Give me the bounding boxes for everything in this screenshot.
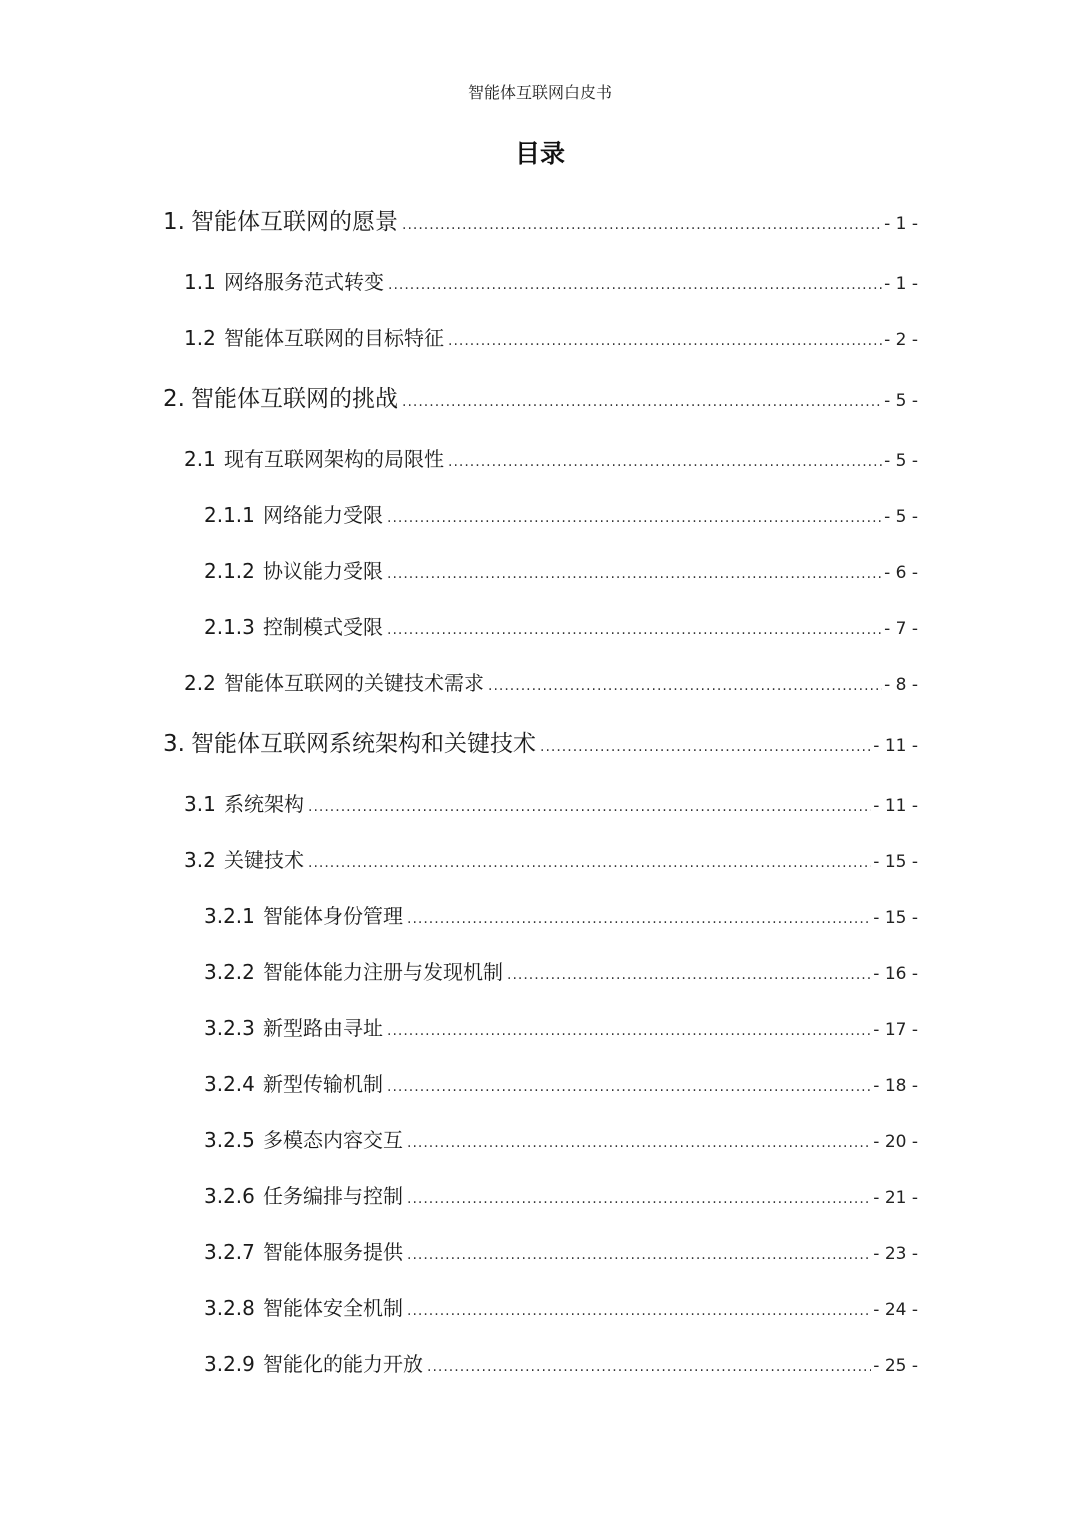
toc-entry-title: 关键技术	[224, 848, 304, 872]
toc-entry-page: - 5 -	[884, 391, 918, 411]
dot-leader	[308, 799, 871, 815]
toc-entry-title: 智能化的能力开放	[263, 1352, 423, 1376]
toc-entry-page: - 11 -	[873, 736, 918, 756]
toc-entry-title: 智能体互联网的挑战	[191, 386, 398, 412]
toc-entry-page: - 25 -	[873, 1356, 918, 1376]
dot-leader	[427, 1359, 871, 1375]
toc-entry-number: 1.2	[184, 326, 216, 350]
toc-entry-number: 1.	[163, 209, 185, 235]
dot-leader	[507, 967, 871, 983]
toc-entry-2-2[interactable]	[184, 667, 918, 696]
dot-leader	[402, 394, 882, 410]
dot-leader	[407, 1303, 871, 1319]
toc-entry-2[interactable]	[163, 380, 918, 413]
dot-leader	[308, 855, 871, 871]
toc-entry-page: - 6 -	[884, 563, 918, 583]
toc-entry-title: 网络能力受限	[263, 503, 383, 527]
toc-entry-page: - 15 -	[873, 852, 918, 872]
toc-entry-page: - 5 -	[884, 451, 918, 471]
toc-entry-title: 协议能力受限	[263, 559, 383, 583]
toc-entry-page: - 23 -	[873, 1244, 918, 1264]
dot-leader	[388, 277, 882, 293]
dot-leader	[448, 454, 882, 470]
dot-leader	[387, 1023, 871, 1039]
toc-entry-page: - 15 -	[873, 908, 918, 928]
toc-entry-title: 控制模式受限	[263, 615, 383, 639]
toc-entry-3-2[interactable]	[184, 844, 918, 873]
toc-entry-page: - 11 -	[873, 796, 918, 816]
toc-entry-page: - 24 -	[873, 1300, 918, 1320]
toc-entry-number: 2.1.1	[204, 503, 255, 527]
toc-entry-number: 3.2.8	[204, 1296, 255, 1320]
toc-entry-number: 3.	[163, 731, 185, 757]
toc-entry-1-1[interactable]	[184, 266, 918, 295]
dot-leader	[407, 1191, 871, 1207]
toc-entry-number: 1.1	[184, 270, 216, 294]
dot-leader	[387, 510, 882, 526]
toc-entry-3[interactable]	[163, 725, 918, 758]
toc-entry-number: 3.2.4	[204, 1072, 255, 1096]
toc-entry-title: 智能体能力注册与发现机制	[263, 960, 503, 984]
running-header: 智能体互联网白皮书	[467, 83, 612, 102]
dot-leader	[407, 1135, 871, 1151]
dot-leader	[407, 1247, 871, 1263]
toc-entry-2-1-3[interactable]	[204, 611, 918, 640]
toc-entry-page: - 18 -	[873, 1076, 918, 1096]
dot-leader	[448, 333, 882, 349]
toc-entry-2-1[interactable]	[184, 443, 918, 472]
toc-entry-number: 2.2	[184, 671, 216, 695]
toc-entry-title: 智能体互联网的愿景	[191, 209, 398, 235]
dot-leader	[402, 217, 882, 233]
toc-entry-page: - 16 -	[873, 964, 918, 984]
toc-entry-number: 3.2.9	[204, 1352, 255, 1376]
toc-entry-1-2[interactable]	[184, 322, 918, 351]
toc-entry-3-2-9[interactable]	[204, 1348, 918, 1377]
toc-entry-title: 智能体身份管理	[263, 904, 403, 928]
toc-entry-number: 2.	[163, 386, 185, 412]
toc-entry-title: 系统架构	[224, 792, 304, 816]
toc-entry-page: - 1 -	[884, 274, 918, 294]
toc-entry-title: 智能体服务提供	[263, 1240, 403, 1264]
toc-entry-3-2-5[interactable]	[204, 1124, 918, 1153]
toc-entry-3-2-8[interactable]	[204, 1292, 918, 1321]
toc-entry-number: 3.2.7	[204, 1240, 255, 1264]
toc-entry-number: 2.1.2	[204, 559, 255, 583]
toc-entry-number: 3.2.1	[204, 904, 255, 928]
toc-entry-2-1-2[interactable]	[204, 555, 918, 584]
toc-entry-title: 任务编排与控制	[263, 1184, 403, 1208]
toc-entry-title: 网络服务范式转变	[224, 270, 384, 294]
toc-entry-title: 多模态内容交互	[263, 1128, 403, 1152]
toc-entry-title: 智能体互联网系统架构和关键技术	[191, 731, 536, 757]
toc-title: 目录	[514, 139, 565, 168]
toc-entry-number: 3.2.3	[204, 1016, 255, 1040]
toc-entry-page: - 1 -	[884, 214, 918, 234]
toc-entry-3-2-2[interactable]	[204, 956, 918, 985]
toc-entry-title: 智能体互联网的关键技术需求	[224, 671, 484, 695]
toc-entry-3-2-1[interactable]	[204, 900, 918, 929]
toc-entry-page: - 5 -	[884, 507, 918, 527]
toc-entry-page: - 7 -	[884, 619, 918, 639]
toc-entry-title: 新型传输机制	[263, 1072, 383, 1096]
toc-entry-3-2-7[interactable]	[204, 1236, 918, 1265]
toc-entry-3-2-3[interactable]	[204, 1012, 918, 1041]
dot-leader	[387, 1079, 871, 1095]
dot-leader	[387, 622, 882, 638]
dot-leader	[387, 566, 882, 582]
toc-entry-1[interactable]	[163, 203, 918, 236]
toc-entry-3-1[interactable]	[184, 788, 918, 817]
toc-entry-title: 智能体互联网的目标特征	[224, 326, 444, 350]
toc-entry-page: - 21 -	[873, 1188, 918, 1208]
toc-entry-title: 智能体安全机制	[263, 1296, 403, 1320]
toc-entry-page: - 2 -	[884, 330, 918, 350]
toc-entry-3-2-4[interactable]	[204, 1068, 918, 1097]
toc-entry-number: 2.1.3	[204, 615, 255, 639]
toc-entry-page: - 17 -	[873, 1020, 918, 1040]
toc-entry-number: 3.1	[184, 792, 216, 816]
toc-entry-2-1-1[interactable]	[204, 499, 918, 528]
toc-entry-page: - 8 -	[884, 675, 918, 695]
toc-entry-3-2-6[interactable]	[204, 1180, 918, 1209]
dot-leader	[540, 739, 871, 755]
dot-leader	[407, 911, 871, 927]
toc-entry-number: 3.2.2	[204, 960, 255, 984]
toc-entry-title: 新型路由寻址	[263, 1016, 383, 1040]
toc-entry-number: 3.2	[184, 848, 216, 872]
toc-entry-number: 3.2.5	[204, 1128, 255, 1152]
dot-leader	[488, 678, 882, 694]
toc-entry-title: 现有互联网架构的局限性	[224, 447, 444, 471]
toc-entry-number: 2.1	[184, 447, 216, 471]
toc-entry-page: - 20 -	[873, 1132, 918, 1152]
toc-entry-number: 3.2.6	[204, 1184, 255, 1208]
